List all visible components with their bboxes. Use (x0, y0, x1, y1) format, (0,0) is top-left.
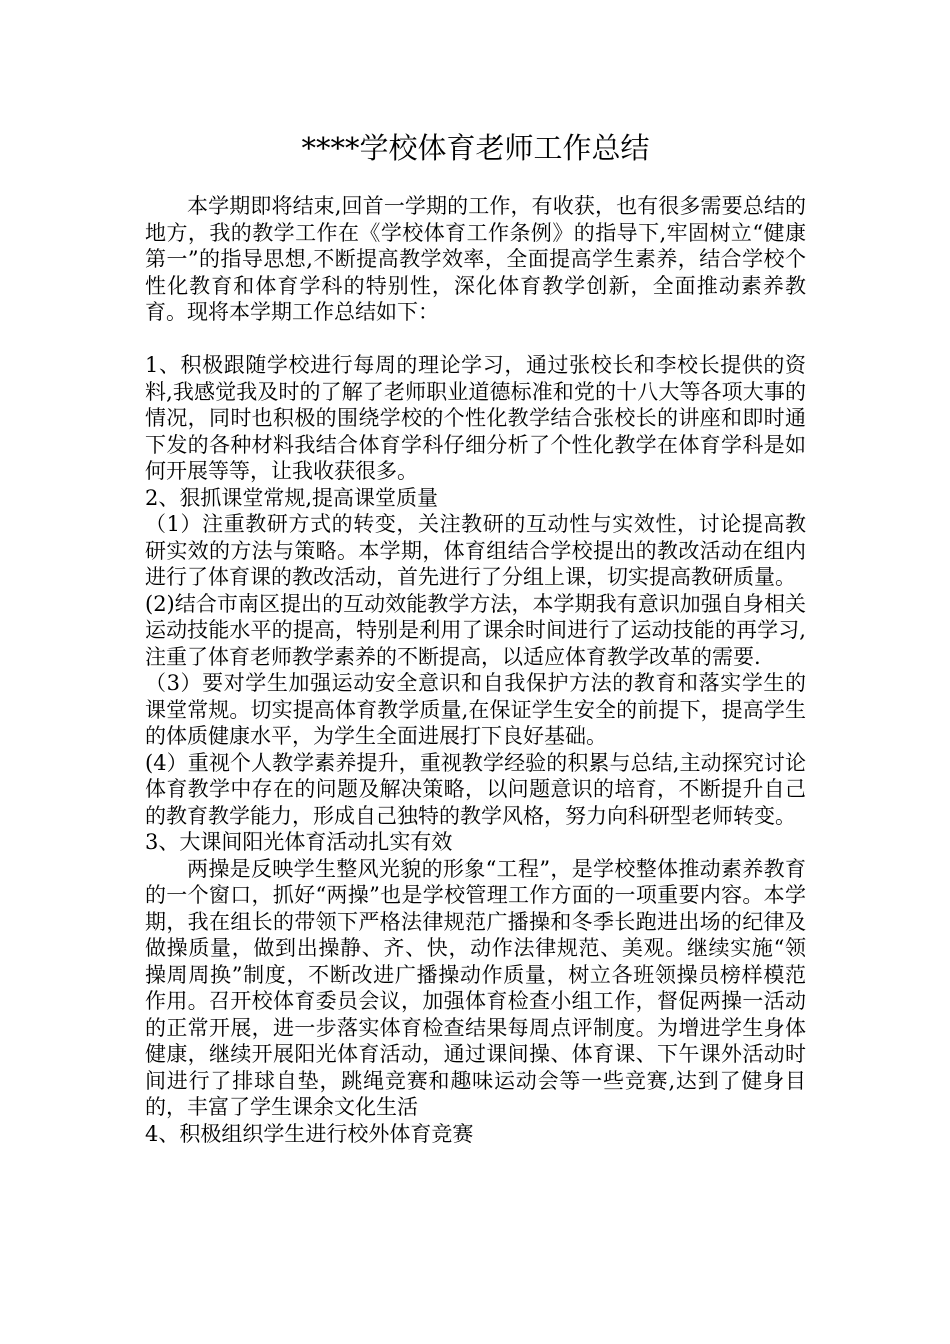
document-body (145, 193, 806, 1147)
document-title: ****学校体育老师工作总结 (301, 131, 650, 165)
intro-paragraph: 本学期即将结束,回首一学期的工作，有收获，也有很多需要总结的地方，我的教学工作在《学校体育工作条例》的指导下,牢固树立“健康第一”的指导思想,不断提高教学效率，全面提高学生素养，结合学校个性化教育和体育学科的特别性，深化体育教学创新，全面推动素养教育。现将本学期工作总结如下： (145, 194, 806, 324)
section-2-heading: 2、狠抓课堂常规,提高课堂质量 (145, 485, 439, 510)
section-2-item-2: (2)结合市南区提出的互动效能教学方法，本学期我有意识加强自身相关运动技能水平的提高，特别是利用了课余时间进行了运动技能的再学习,注重了体育老师教学素养的不断提高，以适应体育教学改革的需要. (145, 591, 806, 669)
section-4-heading: 4、积极组织学生进行校外体育竞赛 (145, 1121, 474, 1146)
section-1-paragraph: 1、积极跟随学校进行每周的理论学习，通过张校长和李校长提供的资料,我感觉我及时的了解了老师职业道德标准和党的十八大等各项大事的情况，同时也积极的围绕学校的个性化教学结合张校长的讲座和即时通下发的各种材料我结合体育学科仔细分析了个性化教学在体育学科是如何开展等等，让我收获很多。 (145, 353, 806, 483)
section-3-paragraph: 两操是反映学生整风光貌的形象“工程”，是学校整体推动素养教育的一个窗口，抓好“两操”也是学校管理工作方面的一项重要内容。本学期，我在组长的带领下严格法律规范广播操和冬季长跑进出场的纪律及做操质量，做到出操静、齐、快，动作法律规范、美观。继续实施“领操周周换”制度，不断改进广播操动作质量，树立各班领操员榜样模范作用。召开校体育委员会议，加强体育检查小组工作，督促两操一活动的正常开展，进一步落实体育检查结果每周点评制度。为增进学生身体健康，继续开展阳光体育活动，通过课间操、体育课、下午课外活动时间进行了排球自垫，跳绳竞赛和趣味运动会等一些竞赛,达到了健身目的，丰富了学生课余文化生活 (145, 856, 806, 1119)
section-2-item-1: （1）注重教研方式的转变，关注教研的互动性与实效性，讨论提高教研实效的方法与策略。本学期，体育组结合学校提出的教改活动在组内进行了体育课的教改活动，首先进行了分组上课，切实提高教研质量。 (145, 512, 806, 589)
section-2-item-3: （3）要对学生加强运动安全意识和自我保护方法的教育和落实学生的课堂常规。切实提高体育教学质量,在保证学生安全的前提下，提高学生的体质健康水平，为学生全面进展打下良好基础。 (145, 671, 806, 748)
section-3-heading: 3、大课间阳光体育活动扎实有效 (145, 830, 453, 854)
section-2-item-4: (4）重视个人教学素养提升，重视教学经验的积累与总结,主动探究讨论体育教学中存在的问题及解决策略，以问题意识的培育，不断提升自己的教育教学能力，形成自己独特的教学风格，努力向科研型老师转变。 (145, 750, 806, 828)
